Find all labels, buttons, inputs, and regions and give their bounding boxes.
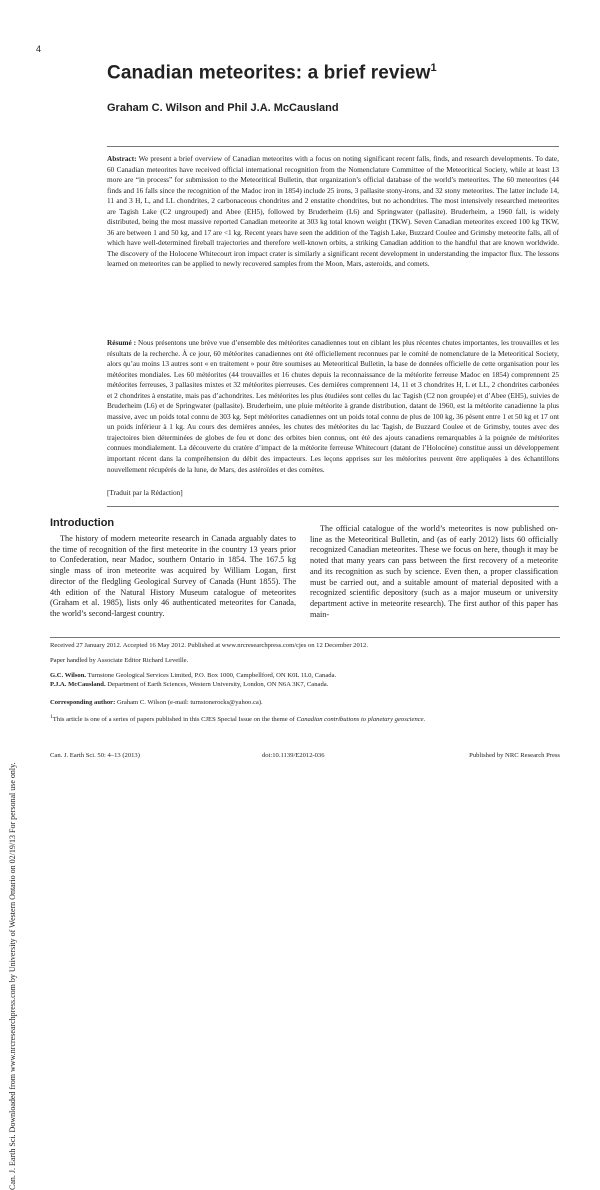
- abstract-top-rule: [107, 146, 559, 147]
- abstract-label: Abstract:: [107, 154, 137, 163]
- resume-label: Résumé :: [107, 338, 137, 347]
- resume: [107, 338, 559, 475]
- page-number: 4: [36, 44, 42, 54]
- doi[interactable]: doi:10.1139/E2012-036: [262, 752, 325, 759]
- download-sidebar: [8, 140, 34, 1190]
- authors: Graham C. Wilson and Phil J.A. McCausland: [107, 102, 339, 114]
- series-footnote-theme: Canadian contributions to planetary geoscience.: [296, 716, 426, 724]
- received-note: Received 27 January 2012. Accepted 16 May 2012. Published at www.nrcresearchpress.com/cjes on 12 December 2012.: [50, 642, 368, 649]
- title-text: Canadian meteorites: a brief review: [107, 62, 431, 84]
- journal-citation: Can. J. Earth Sci. 50: 4–13 (2013): [50, 752, 140, 759]
- handled-note: Paper handled by Associate Editor Richard Leveille.: [50, 657, 189, 664]
- affiliation-2-name: P.J.A. McCausland.: [50, 681, 106, 688]
- title-footnote-mark[interactable]: 1: [430, 62, 437, 74]
- series-footnote-text: This article is one of a series of papers published in this CJES Special Issue on the theme of: [52, 716, 295, 724]
- affiliation-2-text: Department of Earth Sciences, Western University, London, ON N6A 3K7, Canada.: [107, 681, 329, 688]
- footnote-rule: [50, 637, 560, 638]
- abstract-bottom-rule: [107, 506, 559, 507]
- introduction-column-2: The official catalogue of the world’s meteorites is now published on-line as the Meteoritical Bulletin, and (as of early 2012) lists 60 officially recognized Canadian meteorites. These we focus on here, though it may be noted that many years can pass between the first recovery of a meteorite and its recognition as such by science. Even then, a proper classification must be carried out, and a suitable amount of material deposited with a recognized scientific depository (such as a major museum or university department active in meteorite research). The first author of this paper has main-: [310, 524, 558, 619]
- series-footnote-mark: 1: [50, 714, 53, 720]
- corresponding-label: Corresponding author:: [50, 699, 116, 706]
- corresponding-text: Graham C. Wilson (e-mail: turnstonerocks@yahoo.ca).: [116, 699, 263, 706]
- publisher: Published by NRC Research Press: [469, 752, 560, 759]
- affiliation-1-name: G.C. Wilson.: [50, 672, 87, 679]
- translation-note: [Traduit par la Rédaction]: [107, 488, 183, 497]
- introduction-heading: Introduction: [50, 517, 115, 529]
- resume-text: Nous présentons une brève vue d’ensemble des météorites canadiennes tout en ciblant les plus récentes chutes importantes, les trouvailles et les résultats de la recherche. À ce jour, 60 météorites canadiennes ont été officiellement reconnues par le comité de nomenclature de la Meteoritical Society, alors qu’au moins 13 autres sont « en traitement » pour être soumises au Meteoritical Bulletin, la base de données officielle de cette organisation pour les météorites mondiales. Les 60 météorites (44 trouvailles et 16 chutes depuis la reconnaissance de la météorite ferreuse Madoc en 1854) comprennent 25 météorites ferreuses, 3 pallasites mixtes et 32 météorites pierreuses. Ces dernières comprennent 14, 11 et 3 chondrites H, L et LL, 2 chondrites carbonées et 2 chondrites à enstatite, mais pas d’achondrites. Les météorites les plus étudiées sont celles du lac Tagish (C2 non groupée) et d’Abee (EH5), suivies de Bruderheim (L6) et de Springwater (pallasite). Bruderheim, une pluie météorite à grande distribution, datant de 1960, est la météorite canadienne la plus massive, avec un poids total connu de 303 kg. Sept météorites canadiennes ont un poids total connu de plus de 100 kg, 36 pèsent entre 1 et 50 kg et 17 ont un poids inférieur à 1 kg. Au cours des dernières années, les chutes des météorites du lac Tagish, de Buzzard Coulee et de Grimsby, toutes avec des trajectoires bien déterminées de globes de feu et donc des orbites bien connus, ont été des ajouts canadiens remarquables à la poignée de météorites connues mondialement. La découverte du cratère d’impact de la météorite ferreuse Whitecourt (datant de l’Holocène) constitue aussi un développement important récent dans la compréhension du débit des impacteurs. Les leçons apprises sur les météorites peuvent être appliquées à des échantillons nouvellement récupérés de la lune, de Mars, des astéroïdes et des comètes.: [107, 338, 560, 474]
- corresponding-author: [50, 698, 560, 707]
- introduction-column-1: The history of modern meteorite research in Canada arguably dates to the time of recognition of the first meteorite in the country 13 years prior to Confederation, near Madoc, southern Ontario in 1854. The 167.5 kg single mass of iron meteorite was acquired by William Logan, first director of the fledgling Geological Survey of Canada (Hunt 1855). The 4th edition of the Natural History Museum catalogue of meteorites (Graham et al. 1985), lists only 46 authenticated meteorites for Canada, the world’s second-largest country.: [50, 534, 296, 618]
- series-footnote: [50, 713, 560, 724]
- sidebar-text: Can. J. Earth Sci. Downloaded from www.nrcresearchpress.com by University of Western Ontario on 02/19/13 For personal use only.: [8, 762, 17, 1190]
- article-title: [107, 62, 437, 84]
- abstract: [107, 154, 559, 270]
- affiliation-1: [50, 671, 560, 680]
- affiliation-2: [50, 680, 560, 689]
- abstract-text: We present a brief overview of Canadian meteorites with a focus on noting significant recent falls, finds, and research developments. To date, 60 Canadian meteorites have received official international recognition from the Nomenclature Committee of the Meteoritical Society, while at least 13 more are “in process” for submission to the Meteoritical Bulletin, that organization’s official database of the world’s meteorites. The 60 meteorites (44 finds and 16 falls since the recognition of the Madoc iron in 1854) include 25 irons, 3 pallasite stony-irons, and 32 stony meteorites. The latter include 14, 11 and 3 H, L, and LL chondrites, 2 carbonaceous chondrites and 2 enstatite chondrites, but no achondrites. The most intensively researched meteorites are Tagish Lake (C2 ungrouped) and Abee (EH5), followed by Bruderheim (L6) and Springwater (pallasite). Bruderheim, a 1960 fall, is widely distributed, being the most massive reported Canadian meteorite at 303 kg total known weight (TKW). Seven Canadian meteorites exceed 100 kg TKW, 36 are between 1 and 50 kg, and 17 are <1 kg. Recent years have seen the addition of the Tagish Lake, Buzzard Coulee and Grimsby meteorite falls, all of which have well-determined fireball trajectories and therefore well-known orbits, a striking Canadian addition to the handful that are known worldwide. The discovery of the Holocene Whitecourt iron impact crater is similarly a significant recent development in understanding the impactor flux. The lessons learned on meteorites can be applied to newly recovered samples from the Moon, Mars, asteroids, and comets.: [107, 154, 559, 269]
- affiliation-1-text: Turnstone Geological Services Limited, P.O. Box 1000, Campbellford, ON K0L 1L0, Canada.: [87, 672, 337, 679]
